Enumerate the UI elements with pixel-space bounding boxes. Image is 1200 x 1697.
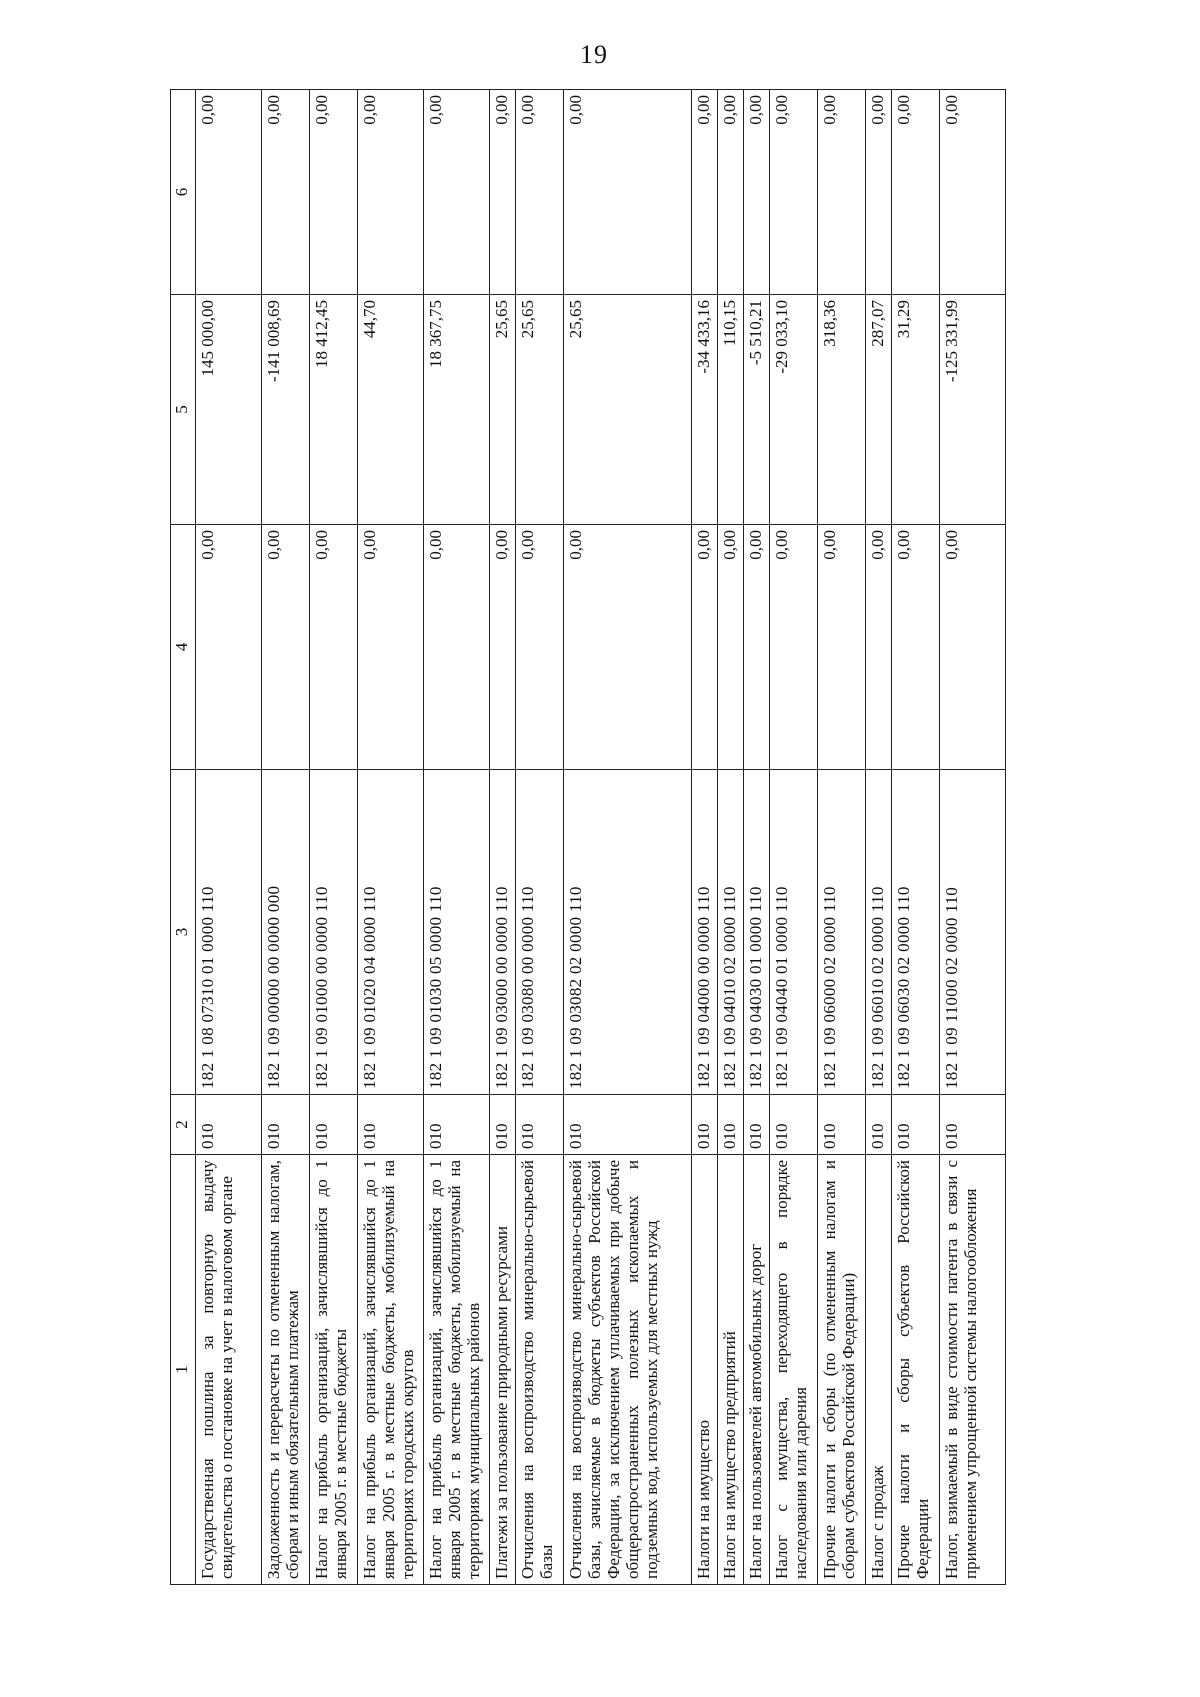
budget-table xyxy=(170,89,1006,1585)
row-kbk-cell: 182 1 09 01000 00 0000 110 xyxy=(310,770,358,1095)
row-col4-cell: 0,00 xyxy=(310,525,358,770)
row-code-cell: 010 xyxy=(310,1095,358,1155)
row-col6-cell: 0,00 xyxy=(940,90,1006,295)
row-kbk-cell: 182 1 08 07310 01 0000 110 xyxy=(196,770,262,1095)
row-col5-cell: 318,36 xyxy=(818,295,866,525)
row-col5-cell: -29 033,10 xyxy=(770,295,818,525)
row-code-cell: 010 xyxy=(262,1095,310,1155)
table-row xyxy=(744,90,770,1585)
row-name-cell: Налог на прибыль организаций, зачислявшийся до 1 января 2005 г. в местные бюджеты xyxy=(310,1155,358,1585)
row-col5-cell: 31,29 xyxy=(892,295,940,525)
row-col4-cell: 0,00 xyxy=(718,525,744,770)
row-name-cell: Государственная пошлина за повторную выдачу свидетельства о постановке на учет в налоговом органе xyxy=(196,1155,262,1585)
row-kbk-cell: 182 1 09 01030 05 0000 110 xyxy=(424,770,490,1095)
table-row xyxy=(770,90,818,1585)
row-col6-cell: 0,00 xyxy=(892,90,940,295)
row-code-cell: 010 xyxy=(744,1095,770,1155)
row-kbk-cell: 182 1 09 04040 01 0000 110 xyxy=(770,770,818,1095)
header-row xyxy=(171,90,196,1585)
row-col4-cell: 0,00 xyxy=(564,525,692,770)
row-col4-cell: 0,00 xyxy=(358,525,424,770)
table-row xyxy=(262,90,310,1585)
row-kbk-cell: 182 1 09 03080 00 0000 110 xyxy=(516,770,564,1095)
table-row xyxy=(892,90,940,1585)
row-col6-cell: 0,00 xyxy=(516,90,564,295)
table-row xyxy=(564,90,692,1585)
header-col-6: 6 xyxy=(171,90,196,295)
row-col6-cell: 0,00 xyxy=(866,90,892,295)
row-kbk-cell: 182 1 09 04030 01 0000 110 xyxy=(744,770,770,1095)
table-row xyxy=(692,90,718,1585)
table-row xyxy=(490,90,516,1585)
row-col6-cell: 0,00 xyxy=(424,90,490,295)
row-col4-cell: 0,00 xyxy=(744,525,770,770)
row-name-cell: Задолженность и перерасчеты по отмененным налогам, сборам и иным обязательным платежам xyxy=(262,1155,310,1585)
row-name-cell: Платежи за пользование природными ресурсами xyxy=(490,1155,516,1585)
table-row xyxy=(866,90,892,1585)
row-code-cell: 010 xyxy=(866,1095,892,1155)
row-col4-cell: 0,00 xyxy=(424,525,490,770)
header-col-3: 3 xyxy=(171,770,196,1095)
row-code-cell: 010 xyxy=(516,1095,564,1155)
table-container xyxy=(170,90,1140,1585)
row-name-cell: Налог на пользователей автомобильных дорог xyxy=(744,1155,770,1585)
row-name-cell: Прочие налоги и сборы субъектов Российской Федерации xyxy=(892,1155,940,1585)
row-col4-cell: 0,00 xyxy=(516,525,564,770)
row-kbk-cell: 182 1 09 06030 02 0000 110 xyxy=(892,770,940,1095)
row-col6-cell: 0,00 xyxy=(770,90,818,295)
row-col6-cell: 0,00 xyxy=(196,90,262,295)
row-col4-cell: 0,00 xyxy=(490,525,516,770)
row-code-cell: 010 xyxy=(196,1095,262,1155)
row-kbk-cell: 182 1 09 04010 02 0000 110 xyxy=(718,770,744,1095)
row-code-cell: 010 xyxy=(770,1095,818,1155)
row-col5-cell: 18 412,45 xyxy=(310,295,358,525)
row-col5-cell: 110,15 xyxy=(718,295,744,525)
row-col5-cell: 44,70 xyxy=(358,295,424,525)
row-col4-cell: 0,00 xyxy=(196,525,262,770)
row-col5-cell: -125 331,99 xyxy=(940,295,1006,525)
row-kbk-cell: 182 1 09 06010 02 0000 110 xyxy=(866,770,892,1095)
row-col5-cell: 25,65 xyxy=(564,295,692,525)
table-row xyxy=(818,90,866,1585)
table-row xyxy=(196,90,262,1585)
row-col4-cell: 0,00 xyxy=(818,525,866,770)
row-col4-cell: 0,00 xyxy=(262,525,310,770)
row-col6-cell: 0,00 xyxy=(744,90,770,295)
row-name-cell: Отчисления на воспроизводство минерально-сырьевой базы xyxy=(516,1155,564,1585)
row-name-cell: Налог на прибыль организаций, зачислявшийся до 1 января 2005 г. в местные бюджеты, мобилизуемый на территориях городских округов xyxy=(358,1155,424,1585)
row-code-cell: 010 xyxy=(424,1095,490,1155)
row-col5-cell: 25,65 xyxy=(516,295,564,525)
row-col5-cell: -5 510,21 xyxy=(744,295,770,525)
row-kbk-cell: 182 1 09 03000 00 0000 110 xyxy=(490,770,516,1095)
row-col5-cell: -34 433,16 xyxy=(692,295,718,525)
row-kbk-cell: 182 1 09 01020 04 0000 110 xyxy=(358,770,424,1095)
row-col4-cell: 0,00 xyxy=(940,525,1006,770)
row-kbk-cell: 182 1 09 04000 00 0000 110 xyxy=(692,770,718,1095)
row-code-cell: 010 xyxy=(818,1095,866,1155)
row-name-cell: Отчисления на воспроизводство минерально-сырьевой базы, зачисляемые в бюджеты субъектов Российской Федерации, за исключением уплачиваемых при добыче общераспространенных полезных ископаемых и подземных вод, используемых для местных нужд xyxy=(564,1155,692,1585)
table-row xyxy=(940,90,1006,1585)
table-row xyxy=(718,90,744,1585)
row-col4-cell: 0,00 xyxy=(892,525,940,770)
row-name-cell: Налог с имущества, переходящего в порядке наследования или дарения xyxy=(770,1155,818,1585)
row-kbk-cell: 182 1 09 06000 02 0000 110 xyxy=(818,770,866,1095)
row-col6-cell: 0,00 xyxy=(310,90,358,295)
row-name-cell: Налог, взимаемый в виде стоимости патента в связи с применением упрощенной системы налогообложения xyxy=(940,1155,1006,1585)
row-code-cell: 010 xyxy=(564,1095,692,1155)
row-col4-cell: 0,00 xyxy=(692,525,718,770)
row-name-cell: Налоги на имущество xyxy=(692,1155,718,1585)
header-col-4: 4 xyxy=(171,525,196,770)
row-code-cell: 010 xyxy=(490,1095,516,1155)
table-row xyxy=(516,90,564,1585)
header-col-2: 2 xyxy=(171,1095,196,1155)
row-col4-cell: 0,00 xyxy=(866,525,892,770)
row-name-cell: Налог на прибыль организаций, зачислявшийся до 1 января 2005 г. в местные бюджеты, мобилизуемый на территориях муниципальных районов xyxy=(424,1155,490,1585)
row-kbk-cell: 182 1 09 00000 00 0000 000 xyxy=(262,770,310,1095)
row-name-cell: Прочие налоги и сборы (по отмененным налогам и сборам субъектов Российской Федерации) xyxy=(818,1155,866,1585)
page-number: 19 xyxy=(580,40,608,69)
table-row xyxy=(424,90,490,1585)
row-col6-cell: 0,00 xyxy=(262,90,310,295)
table-row xyxy=(358,90,424,1585)
row-code-cell: 010 xyxy=(718,1095,744,1155)
row-col5-cell: 18 367,75 xyxy=(424,295,490,525)
header-col-1: 1 xyxy=(171,1155,196,1585)
row-col4-cell: 0,00 xyxy=(770,525,818,770)
row-kbk-cell: 182 1 09 03082 02 0000 110 xyxy=(564,770,692,1095)
row-code-cell: 010 xyxy=(940,1095,1006,1155)
row-col6-cell: 0,00 xyxy=(490,90,516,295)
row-col6-cell: 0,00 xyxy=(718,90,744,295)
table-body xyxy=(196,90,1006,1585)
row-col6-cell: 0,00 xyxy=(358,90,424,295)
row-kbk-cell: 182 1 09 11000 02 0000 110 xyxy=(940,770,1006,1095)
row-code-cell: 010 xyxy=(692,1095,718,1155)
row-code-cell: 010 xyxy=(358,1095,424,1155)
header-col-5: 5 xyxy=(171,295,196,525)
row-col5-cell: 25,65 xyxy=(490,295,516,525)
row-col6-cell: 0,00 xyxy=(818,90,866,295)
row-col5-cell: -141 008,69 xyxy=(262,295,310,525)
row-name-cell: Налог с продаж xyxy=(866,1155,892,1585)
row-col6-cell: 0,00 xyxy=(564,90,692,295)
row-col5-cell: 287,07 xyxy=(866,295,892,525)
table-row xyxy=(310,90,358,1585)
row-name-cell: Налог на имущество предприятий xyxy=(718,1155,744,1585)
row-col5-cell: 145 000,00 xyxy=(196,295,262,525)
rotated-table-wrapper xyxy=(170,90,1140,1585)
row-code-cell: 010 xyxy=(892,1095,940,1155)
row-col6-cell: 0,00 xyxy=(692,90,718,295)
